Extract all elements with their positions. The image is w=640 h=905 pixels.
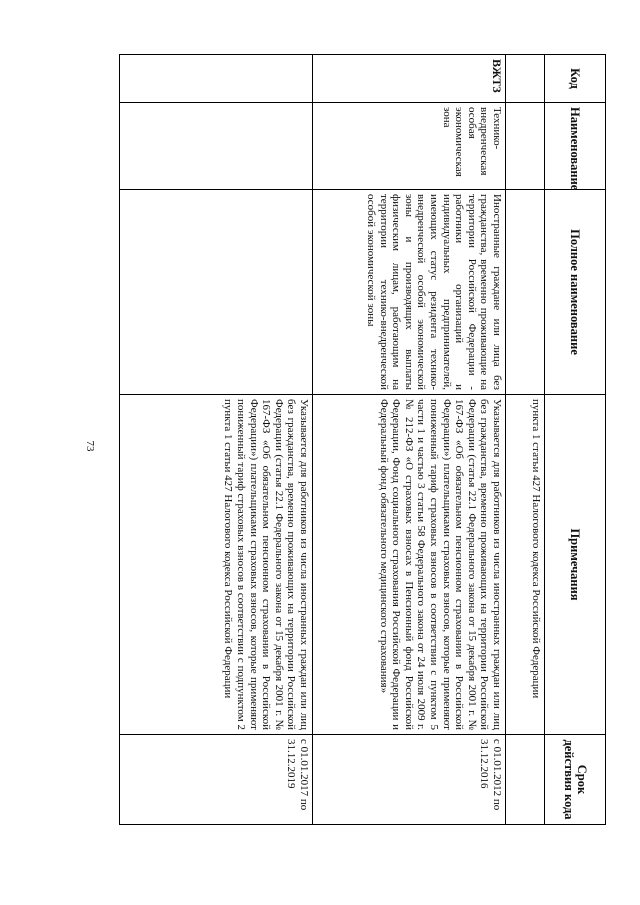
table-row	[313, 55, 506, 825]
cell-name: Технико-внедренческая особая экономическая зона	[313, 103, 506, 190]
header-validity: Срок действия кода	[545, 735, 606, 825]
codes-table	[119, 54, 606, 825]
cell-full-name: Иностранные граждане или лица без гражданства, временно проживающие на территории Российской Федерации - работники организаций и индивидуальных предпринимателей, имеющих статус резидента технико-внедренческой особой экономической зоны и производящих выплаты физическим лицам, работающим на территории технико-внедренческой особой экономической зоны	[313, 190, 506, 395]
table-row-continuation	[506, 55, 545, 825]
cell-code	[120, 55, 313, 103]
page-number: 73	[84, 440, 96, 452]
cell-validity: с 01.01.2012 по 31.12.2016	[313, 735, 506, 825]
rotated-page	[111, 54, 606, 824]
cell-code: ВЖТЗ	[313, 55, 506, 103]
cell-notes: Указывается для работников из числа иностранных граждан или лиц без гражданства, временно проживающих на территории Российской Федерации (статья 22.1 Федерального закона от 15 декабря 2001 г. № 167-ФЗ «Об обязательном пенсионном страховании в Российской Федерации») плательщиками страховых взносов, которые применяют пониженный тариф страховых взносов в соответствии с подпунктом 2 пункта 1 статьи 427 Налогового кодекса Российской Федерации	[120, 395, 313, 735]
header-notes: Примечания	[545, 395, 606, 735]
table-row	[120, 55, 313, 825]
continuation-note: пункта 1 статьи 427 Налогового кодекса Российской Федерации	[506, 395, 545, 735]
cell-notes: Указывается для работников из числа иностранных граждан или лиц без гражданства, временно проживающих на территории Российской Федерации (статья 22.1 Федерального закона от 15 декабря 2001 г. № 167-ФЗ «Об обязательном пенсионном страховании в Российской Федерации») плательщиками страховых взносов, которые применяют пониженный тариф страховых взносов в соответствии с пунктом 5 части 1 и частью 3 статьи 58 Федерального закона от 24 июля 2009 г. № 212-ФЗ «О страховых взносах в Пенсионный фонд Российской Федерации, Фонд социального страхования Российской Федерации и Федеральный фонд обязательного медицинского страхования»	[313, 395, 506, 735]
table-header-row	[545, 55, 606, 825]
cell-full-name	[120, 190, 313, 395]
header-name: Наименование	[545, 103, 606, 190]
header-code: Код	[545, 55, 606, 103]
cell-name	[120, 103, 313, 190]
cell-validity: с 01.01.2017 по 31.12.2019	[120, 735, 313, 825]
header-full-name: Полное наименование	[545, 190, 606, 395]
